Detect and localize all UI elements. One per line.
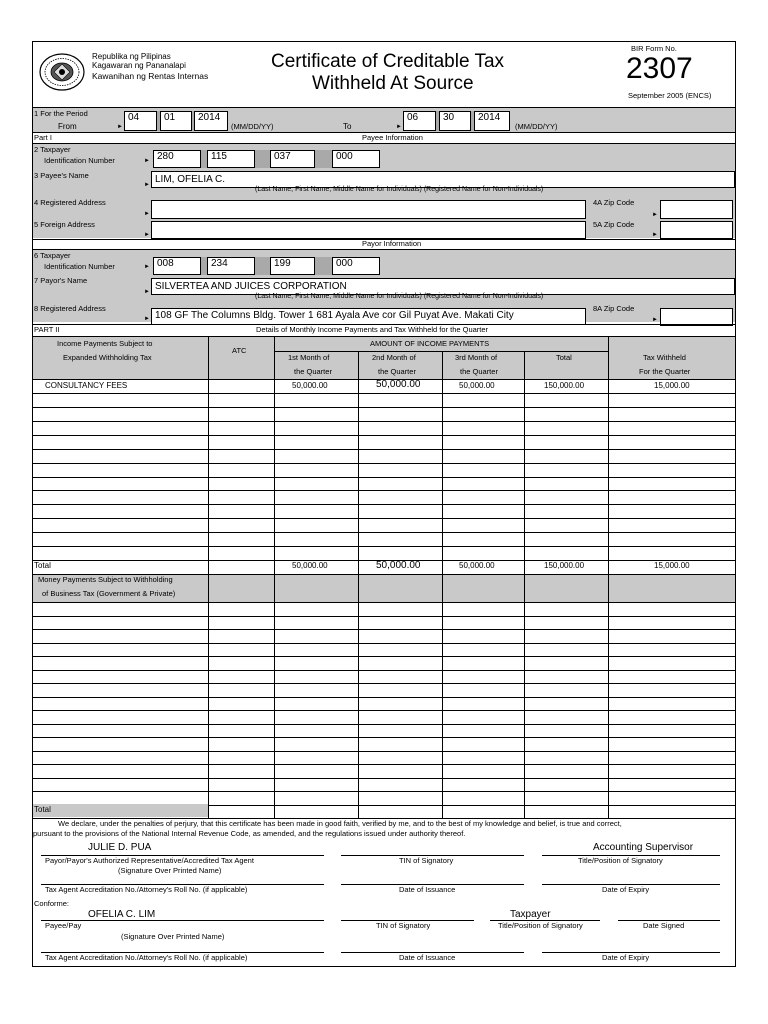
- table-col-line: [524, 602, 525, 818]
- income-row-total: 150,000.00: [544, 381, 585, 390]
- table-row-line: [32, 393, 736, 394]
- payee-address-label: 4 Registered Address: [34, 198, 106, 207]
- foreign-address-label: 5 Foreign Address: [34, 220, 95, 229]
- payor-tin-2[interactable]: 234: [207, 257, 255, 275]
- table-row-line: [32, 616, 736, 617]
- declaration-line-2: pursuant to the provisions of the National Internal Revenue Code, as amended, and the regulations issued under authority thereof.: [33, 829, 466, 838]
- from-date-format: (MM/DD/YY): [231, 122, 274, 131]
- payee-date-signed-label: Date Signed: [643, 921, 685, 930]
- form-title-line-1: Certificate of Creditable Tax: [271, 51, 505, 72]
- payee-tin-signatory-label: TIN of Signatory: [376, 921, 431, 930]
- agency-line-2: Kagawaran ng Pananalapi: [92, 61, 186, 70]
- payee-title-position-label: Title/Position of Signatory: [498, 921, 583, 930]
- payor-info-header: Payor Information: [362, 239, 422, 248]
- payor-zip-label: 8A Zip Code: [593, 304, 635, 313]
- money-total-label: Total: [34, 805, 51, 814]
- payee-date-issuance-label: Date of Issuance: [399, 953, 456, 962]
- table-row-line: [32, 737, 736, 738]
- table-row-line: [32, 683, 736, 684]
- table-row-line: [32, 518, 736, 519]
- payee-tin-label-1: 2 Taxpayer: [34, 145, 71, 154]
- table-col-line: [608, 379, 609, 574]
- payee-name-note: (Last Name, First Name, Middle Name for Individuals) (Registered Name for Non-Individuals): [255, 186, 544, 193]
- period-from-label: From: [58, 122, 77, 131]
- income-total-total: 150,000.00: [544, 561, 585, 570]
- to-date-format: (MM/DD/YY): [515, 122, 558, 131]
- table-col-line: [442, 379, 443, 574]
- payor-signatory-name: JULIE D. PUA: [88, 842, 152, 853]
- table-row-line: [32, 449, 736, 450]
- table-row-line: [32, 764, 736, 765]
- header-col-line: [524, 351, 525, 379]
- table-col-line: [524, 379, 525, 574]
- period-to-label: To: [343, 122, 352, 131]
- payee-address-field[interactable]: [151, 200, 586, 219]
- table-row-line: [32, 670, 736, 671]
- to-day-field[interactable]: 30: [439, 111, 471, 131]
- col-m1-header-2: the Quarter: [294, 367, 332, 376]
- col-income-header-1: Income Payments Subject to: [57, 339, 153, 348]
- part1-label: Part I: [34, 133, 52, 142]
- payor-tin-signatory-label: TIN of Signatory: [399, 856, 454, 865]
- payee-name-field[interactable]: LIM, OFELIA C.: [151, 171, 735, 188]
- part2-title: Details of Monthly Income Payments and Tax Withheld for the Quarter: [256, 325, 489, 334]
- col-atc-header: ATC: [232, 346, 247, 355]
- col-total-header: Total: [556, 353, 572, 362]
- payor-address-label: 8 Registered Address: [34, 304, 106, 313]
- table-row-line: [32, 490, 736, 491]
- payee-accreditation-label: Tax Agent Accreditation No./Attorney's Roll No. (if applicable): [45, 953, 248, 962]
- payor-name-label: 7 Payor's Name: [34, 276, 88, 285]
- agency-line-3: Kawanihan ng Rentas Internas: [92, 71, 209, 81]
- payee-zip-field[interactable]: [660, 200, 733, 219]
- table-row-line: [32, 629, 736, 630]
- payee-sig-label-1: Payee/Pay: [45, 921, 82, 930]
- money-payments-label-2: of Business Tax (Government & Private): [42, 589, 176, 598]
- col-m1-header-1: 1st Month of: [288, 353, 330, 362]
- money-header-col-line: [442, 574, 443, 602]
- conforme-label: Conforme:: [34, 899, 70, 908]
- payee-zip-label: 4A Zip Code: [593, 198, 635, 207]
- bir-seal-logo: [39, 52, 85, 92]
- income-total-label: Total: [34, 561, 51, 570]
- payor-title-position-label: Title/Position of Signatory: [578, 856, 663, 865]
- payor-tin-1[interactable]: 008: [153, 257, 201, 275]
- money-payments-label-1: Money Payments Subject to Withholding: [38, 575, 173, 584]
- table-row-line: [32, 463, 736, 464]
- money-header-col-line: [524, 574, 525, 602]
- income-row-description: CONSULTANCY FEES: [45, 381, 128, 390]
- form-number-label: BIR Form No.: [631, 44, 677, 53]
- col-tax-header-2: For the Quarter: [639, 367, 691, 376]
- payor-tin-4[interactable]: 000: [332, 257, 380, 275]
- agency-line-1: Republika ng Pilipinas: [92, 52, 171, 61]
- table-row-line: [32, 421, 736, 422]
- form-title-line-2: Withheld At Source: [312, 73, 474, 94]
- payee-signatory-position: Taxpayer: [510, 909, 551, 920]
- table-col-line: [358, 379, 359, 574]
- payee-info-header: Payee Information: [362, 133, 423, 142]
- to-month-field[interactable]: 06: [403, 111, 436, 131]
- table-row-line: [32, 710, 736, 711]
- form-number: 2307: [626, 52, 693, 85]
- table-row-line: [32, 504, 736, 505]
- table-row-line: [32, 724, 736, 725]
- header-col-line: [358, 351, 359, 379]
- payor-name-field[interactable]: SILVERTEA AND JUICES CORPORATION: [151, 278, 735, 295]
- table-row-line: [32, 435, 736, 436]
- foreign-zip-label: 5A Zip Code: [593, 220, 635, 229]
- table-row-line: [32, 697, 736, 698]
- payor-tin-label-2: Identification Number: [44, 262, 115, 271]
- table-row-line: [32, 407, 736, 408]
- table-row-line: [32, 778, 736, 779]
- table-row-line: [32, 751, 736, 752]
- from-month-field[interactable]: 04: [124, 111, 157, 131]
- income-row-m1: 50,000.00: [292, 381, 328, 390]
- money-header-top-line: [32, 574, 736, 575]
- foreign-zip-field[interactable]: [660, 221, 733, 239]
- table-row-line: [32, 643, 736, 644]
- payor-sig-label-2: (Signature Over Printed Name): [118, 866, 222, 875]
- from-year-field[interactable]: 2014: [194, 111, 228, 131]
- table-col-line: [208, 379, 209, 574]
- table-col-line: [208, 602, 209, 818]
- header-col-line: [608, 337, 609, 379]
- payee-tin-1[interactable]: 280: [153, 150, 201, 168]
- table-col-line: [358, 602, 359, 818]
- header-col-line: [442, 351, 443, 379]
- foreign-address-field[interactable]: [151, 221, 586, 239]
- table-row-line: [32, 656, 736, 657]
- income-total-m2: 50,000.00: [376, 560, 421, 571]
- income-total-m1: 50,000.00: [292, 561, 328, 570]
- table-row-line: [32, 791, 736, 792]
- money-header-col-line: [274, 574, 275, 602]
- income-row-m3: 50,000.00: [459, 381, 495, 390]
- part2-label: PART II: [34, 325, 60, 334]
- payee-tin-2[interactable]: 115: [207, 150, 255, 168]
- col-m3-header-1: 3rd Month of: [455, 353, 498, 362]
- payor-tin-3[interactable]: 199: [270, 257, 315, 275]
- table-col-line: [608, 602, 609, 818]
- col-tax-header-1: Tax Withheld: [643, 353, 686, 362]
- money-header-col-line: [608, 574, 609, 602]
- payor-accreditation-label: Tax Agent Accreditation No./Attorney's Roll No. (if applicable): [45, 885, 248, 894]
- money-header-col-line: [208, 574, 209, 602]
- payor-tin-label-1: 6 Taxpayer: [34, 251, 71, 260]
- header-col-line: [274, 337, 275, 379]
- col-income-header-2: Expanded Withholding Tax: [63, 353, 152, 362]
- table-col-line: [274, 379, 275, 574]
- payee-name-label: 3 Payee's Name: [34, 171, 89, 180]
- payor-date-issuance-label: Date of Issuance: [399, 885, 456, 894]
- income-row-tax: 15,000.00: [654, 381, 690, 390]
- payee-tin-3[interactable]: 037: [270, 150, 315, 168]
- form-version: September 2005 (ENCS): [628, 91, 712, 100]
- table-row-line: [32, 546, 736, 547]
- payor-name-note: (Last Name, First Name, Middle Name for Individuals) (Registered Name for Non-Individuals): [255, 293, 544, 300]
- declaration-line-1: We declare, under the penalties of perjury, that this certificate has been made in good faith, verified by me, and to the best of my knowledge and belief, is true and correct,: [58, 819, 622, 828]
- payor-address-field[interactable]: 108 GF The Columns Bldg. Tower 1 681 Ayala Ave cor Gil Puyat Ave. Makati City: [151, 308, 586, 325]
- header-col-line: [208, 337, 209, 379]
- payee-date-expiry-label: Date of Expiry: [602, 953, 650, 962]
- table-col-line: [274, 602, 275, 818]
- payee-signatory-name: OFELIA C. LIM: [88, 909, 156, 920]
- from-day-field[interactable]: 01: [160, 111, 192, 131]
- col-m2-header-2: the Quarter: [378, 367, 416, 376]
- income-row-m2: 50,000.00: [376, 379, 421, 390]
- to-year-field[interactable]: 2014: [474, 111, 510, 131]
- period-label: 1 For the Period: [34, 109, 88, 118]
- payee-sig-label-2: (Signature Over Printed Name): [121, 932, 225, 941]
- table-col-line: [442, 602, 443, 818]
- table-row-line: [32, 477, 736, 478]
- table-row-line: [32, 602, 736, 603]
- income-total-m3: 50,000.00: [459, 561, 495, 570]
- table-row-line: [32, 532, 736, 533]
- payor-signatory-position: Accounting Supervisor: [593, 842, 694, 853]
- payor-date-expiry-label: Date of Expiry: [602, 885, 650, 894]
- col-m2-header-1: 2nd Month of: [372, 353, 416, 362]
- col-amount-header: AMOUNT OF INCOME PAYMENTS: [370, 339, 490, 348]
- payee-tin-4[interactable]: 000: [332, 150, 380, 168]
- col-m3-header-2: the Quarter: [460, 367, 498, 376]
- payor-sig-label-1: Payor/Payor's Authorized Representative/Accredited Tax Agent: [45, 856, 254, 865]
- income-total-tax: 15,000.00: [654, 561, 690, 570]
- payee-tin-label-2: Identification Number: [44, 156, 115, 165]
- money-header-col-line: [358, 574, 359, 602]
